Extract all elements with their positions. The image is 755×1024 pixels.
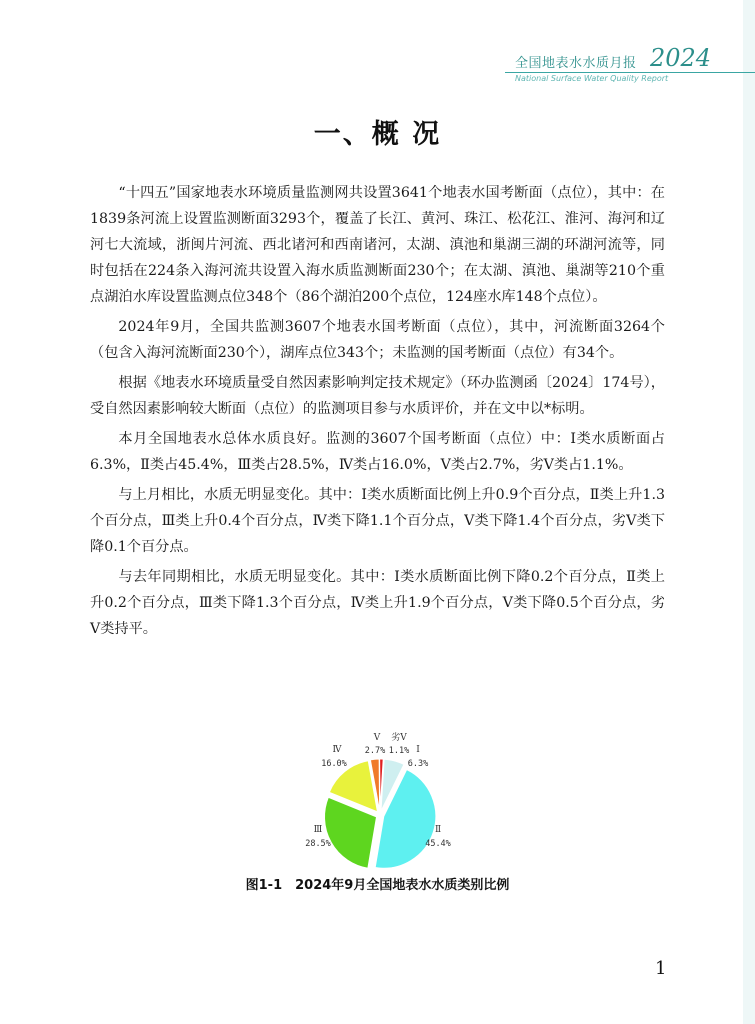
pie-category-label: Ⅰ (416, 745, 420, 755)
header-subtitle: National Surface Water Quality Report (515, 74, 669, 83)
paragraph-year-compare: 与去年同期相比，水质无明显变化。其中：Ⅰ类水质断面比例下降0.2个百分点，Ⅱ类上升0.2个百分点，Ⅲ类下降1.3个百分点，Ⅳ类上升1.9个百分点，Ⅴ类下降0.5个百分点，劣Ⅴ类持平。 (90, 569, 665, 637)
figure-caption: 图1-1 2024年9月全国地表水水质类别比例 (245, 878, 510, 893)
paragraph-network: “十四五”国家地表水环境质量监测网共设置3641个地表水国考断面（点位），其中：在1839条河流上设置监测断面3293个，覆盖了长江、黄河、珠江、松花江、淮河、海河和辽河七大流域，浙闽片河流、西北诸河和西南诸河，太湖、滇池和巢湖三湖的环湖河流等，同时包括在224条入海河流共设置入海水质监测断面230个；在太湖、滇池、巢湖等210个重点湖泊水库设置监测点位348个（86个湖泊200个点位，124座水库148个点位）。 (90, 185, 665, 305)
pie-value-label: 6.3% (407, 759, 429, 769)
paragraph-regulation: 根据《地表水环境质量受自然因素影响判定技术规定》（环办监测函〔2024〕174号），受自然因素影响较大断面（点位）的监测项目参与水质评价，并在文中以*标明。 (90, 375, 665, 417)
header-year: 2024 (650, 44, 712, 72)
pie-value-label: 16.0% (321, 759, 347, 769)
pie-category-label: Ⅱ (434, 825, 442, 835)
pie-svg (290, 720, 470, 870)
pie-value-label: 1.1% (388, 746, 410, 756)
paragraph-month-compare: 与上月相比，水质无明显变化。其中：Ⅰ类水质断面比例上升0.9个百分点，Ⅱ类上升1.3个百分点，Ⅲ类上升0.4个百分点，Ⅳ类下降1.1个百分点，Ⅴ类下降1.4个百分点，劣Ⅴ类下降0.1个百分点。 (90, 487, 665, 555)
header-title: 全国地表水水质月报 (515, 56, 637, 71)
pie-category-label: 劣Ⅴ (391, 733, 407, 743)
pie-value-label: 45.4% (425, 839, 451, 849)
header-rule (505, 72, 755, 73)
pie-value-label: 2.7% (364, 746, 386, 756)
paragraph-monitoring: 2024年9月，全国共监测3607个地表水国考断面（点位），其中，河流断面3264个（包含入海河流断面230个），湖库点位343个；未监测的国考断面（点位）有34个。 (90, 319, 665, 361)
body-text (90, 180, 665, 646)
page-number: 1 (655, 958, 667, 979)
page-side-band (743, 0, 755, 1024)
pie-category-label: Ⅴ (373, 733, 381, 743)
paragraph-overall-quality: 本月全国地表水总体水质良好。监测的3607个国考断面（点位）中：Ⅰ类水质断面占6.3%，Ⅱ类占45.4%，Ⅲ类占28.5%，Ⅳ类占16.0%，Ⅴ类占2.7%，劣Ⅴ类占1.1%。 (90, 431, 665, 473)
water-quality-pie-chart (290, 720, 470, 870)
pie-category-label: Ⅲ (313, 825, 323, 835)
pie-category-label: Ⅳ (332, 745, 342, 755)
pie-value-label: 28.5% (305, 839, 331, 849)
section-title: 一、概 况 (313, 119, 442, 150)
